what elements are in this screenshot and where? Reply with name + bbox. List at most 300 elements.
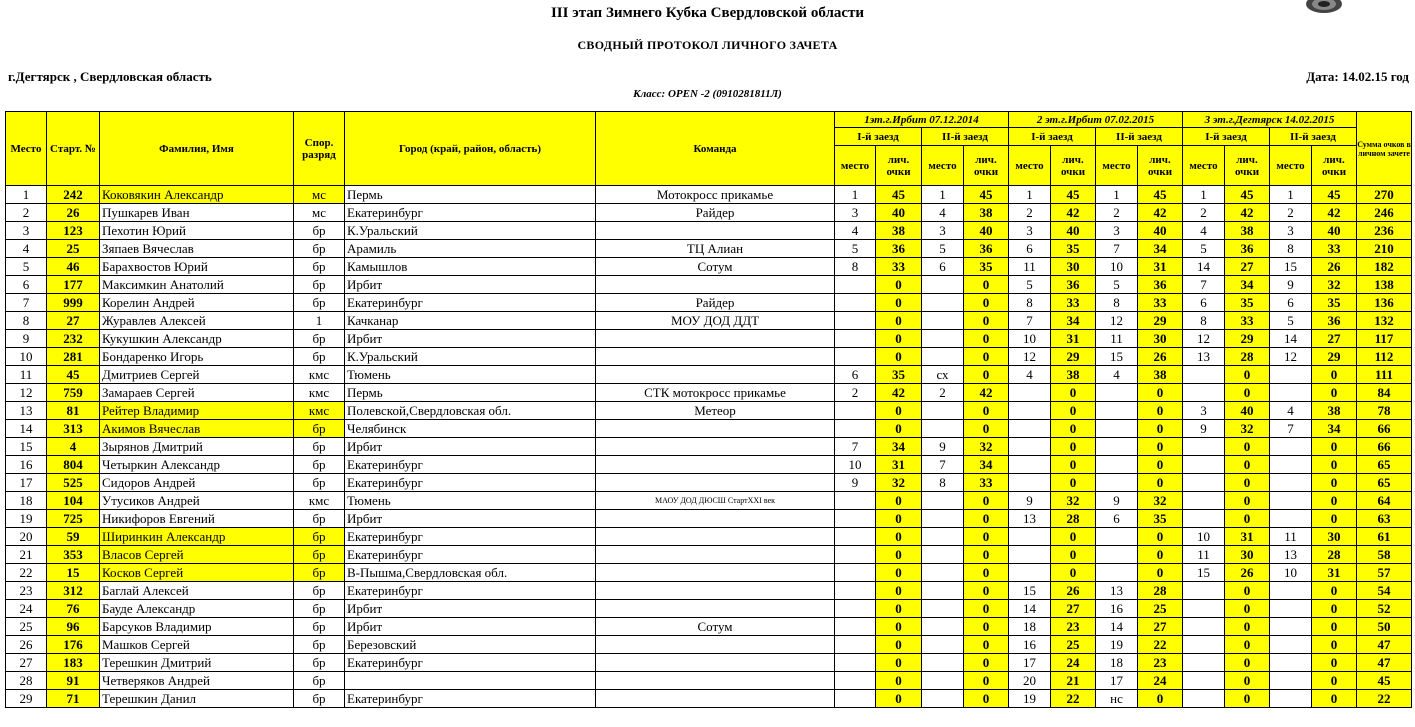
place-cell: 4 [6,240,47,258]
points-cell: 0 [876,420,922,438]
points-cell: 38 [1051,366,1096,384]
points-cell: 0 [964,294,1009,312]
points-cell: 33 [1225,312,1270,330]
points-cell: 0 [1225,582,1270,600]
event-location: г.Дегтярск , Свердловская область [8,69,212,84]
points-cell: 36 [1225,240,1270,258]
points-cell: 24 [1138,672,1183,690]
team-cell [596,348,835,366]
place-cell: 6 [6,276,47,294]
points-cell: 0 [1225,510,1270,528]
place-cell: 1 [6,186,47,204]
start-number-cell: 45 [47,366,100,384]
col-race2: II-й заезд [1096,128,1183,146]
points-cell: 0 [1225,618,1270,636]
results-table [5,111,1412,708]
points-cell: 0 [876,600,922,618]
city-cell: Екатеринбург [345,204,596,222]
points-cell: 42 [1225,204,1270,222]
place-cell: 15 [6,438,47,456]
position-cell: 1 [922,186,964,204]
position-cell: 9 [1096,492,1138,510]
points-cell: 40 [1312,222,1357,240]
position-cell [1270,654,1312,672]
col-race1: I-й заезд [1009,128,1096,146]
total-cell: 54 [1357,582,1412,600]
team-cell [596,222,835,240]
points-cell: 28 [1138,582,1183,600]
start-number-cell: 313 [47,420,100,438]
points-cell: 0 [876,348,922,366]
place-cell: 19 [6,510,47,528]
position-cell [1183,384,1225,402]
points-cell: 0 [1312,654,1357,672]
col-race2: II-й заезд [922,128,1009,146]
points-cell: 45 [1051,186,1096,204]
position-cell: 2 [835,384,876,402]
points-cell: 32 [1312,276,1357,294]
position-cell: 13 [1183,348,1225,366]
position-cell [1096,474,1138,492]
position-cell [1270,492,1312,510]
points-cell: 38 [964,204,1009,222]
rank-cell: бр [294,564,345,582]
name-cell: Терешкин Дмитрий [100,654,294,672]
position-cell: 6 [922,258,964,276]
points-cell: 31 [1312,564,1357,582]
points-cell: 0 [1051,438,1096,456]
points-cell: 45 [1138,186,1183,204]
city-cell: Ирбит [345,618,596,636]
total-cell: 45 [1357,672,1412,690]
points-cell: 0 [1051,402,1096,420]
points-cell: 0 [1312,492,1357,510]
start-number-cell: 25 [47,240,100,258]
position-cell: 5 [1096,276,1138,294]
points-cell: 0 [876,330,922,348]
rank-cell: бр [294,582,345,600]
city-cell: В-Пышма,Свердловская обл. [345,564,596,582]
position-cell: 7 [1270,420,1312,438]
points-cell: 40 [1225,402,1270,420]
points-cell: 32 [876,474,922,492]
points-cell: 32 [964,438,1009,456]
points-cell: 0 [1312,600,1357,618]
points-cell: 42 [1312,204,1357,222]
rank-cell: бр [294,330,345,348]
place-cell: 13 [6,402,47,420]
table-row [6,492,1412,510]
total-cell: 63 [1357,510,1412,528]
table-row [6,222,1412,240]
col-pos: место [835,146,876,186]
name-cell: Утусиков Андрей [100,492,294,510]
name-cell: Машков Сергей [100,636,294,654]
name-cell: Дмитриев Сергей [100,366,294,384]
position-cell [1009,564,1051,582]
start-number-cell: 183 [47,654,100,672]
start-number-cell: 46 [47,258,100,276]
position-cell [1096,456,1138,474]
position-cell [1096,384,1138,402]
position-cell: 11 [1009,258,1051,276]
points-cell: 0 [964,582,1009,600]
col-stage3: 3 эт.г.Дегтярск 14.02.2015 [1183,112,1357,128]
position-cell [922,312,964,330]
points-cell: 33 [964,474,1009,492]
points-cell: 29 [1312,348,1357,366]
name-cell: Зяпаев Вячеслав [100,240,294,258]
rank-cell: 1 [294,312,345,330]
name-cell: Пушкарев Иван [100,204,294,222]
position-cell [1096,564,1138,582]
position-cell [1009,438,1051,456]
points-cell: 0 [1138,528,1183,546]
total-cell: 117 [1357,330,1412,348]
rank-cell: бр [294,276,345,294]
position-cell [1009,402,1051,420]
start-number-cell: 104 [47,492,100,510]
rank-cell: бр [294,510,345,528]
table-row [6,276,1412,294]
position-cell: 8 [922,474,964,492]
col-total: Сумма очков в личном зачете [1357,112,1412,186]
team-cell: МАОУ ДОД ДЮСШ СтартXXI век [596,492,835,510]
team-cell [596,528,835,546]
position-cell: 11 [1096,330,1138,348]
city-cell: Екатеринбург [345,474,596,492]
position-cell: нс [1096,690,1138,708]
total-cell: 236 [1357,222,1412,240]
points-cell: 42 [1051,204,1096,222]
points-cell: 0 [1138,384,1183,402]
points-cell: 0 [876,492,922,510]
place-cell: 25 [6,618,47,636]
points-cell: 36 [1138,276,1183,294]
city-cell: Полевской,Свердловская обл. [345,402,596,420]
team-cell: Метеор [596,402,835,420]
position-cell: 3 [922,222,964,240]
table-row [6,510,1412,528]
place-cell: 2 [6,204,47,222]
points-cell: 0 [876,564,922,582]
position-cell [835,636,876,654]
rank-cell: кмс [294,384,345,402]
position-cell [1183,456,1225,474]
city-cell: Камышлов [345,258,596,276]
table-row [6,204,1412,222]
start-number-cell: 525 [47,474,100,492]
city-cell: Екатеринбург [345,546,596,564]
name-cell: Сидоров Андрей [100,474,294,492]
team-cell [596,366,835,384]
position-cell [922,294,964,312]
position-cell [1096,528,1138,546]
position-cell [1270,510,1312,528]
position-cell [1270,636,1312,654]
place-cell: 29 [6,690,47,708]
points-cell: 26 [1051,582,1096,600]
position-cell: 6 [835,366,876,384]
team-cell [596,690,835,708]
position-cell: 11 [1183,546,1225,564]
emblem-icon [1300,0,1348,14]
position-cell [1270,618,1312,636]
position-cell: 1 [1183,186,1225,204]
rank-cell: бр [294,600,345,618]
points-cell: 23 [1051,618,1096,636]
position-cell [922,600,964,618]
position-cell [1096,546,1138,564]
city-cell: Арамиль [345,240,596,258]
points-cell: 45 [1312,186,1357,204]
points-cell: 40 [1051,222,1096,240]
points-cell: 25 [1051,636,1096,654]
position-cell: 2 [1009,204,1051,222]
points-cell: 30 [1138,330,1183,348]
points-cell: 38 [1312,402,1357,420]
city-cell: Екатеринбург [345,528,596,546]
position-cell [922,618,964,636]
place-cell: 5 [6,258,47,276]
points-cell: 36 [1051,276,1096,294]
name-cell: Журавлев Алексей [100,312,294,330]
position-cell [835,546,876,564]
points-cell: 32 [1225,420,1270,438]
points-cell: 34 [964,456,1009,474]
points-cell: 0 [1138,402,1183,420]
points-cell: 0 [1312,456,1357,474]
points-cell: 35 [964,258,1009,276]
total-cell: 52 [1357,600,1412,618]
event-date: Дата: 14.02.15 год [1306,69,1409,84]
points-cell: 40 [1138,222,1183,240]
rank-cell: бр [294,546,345,564]
position-cell: 2 [1270,204,1312,222]
position-cell: 17 [1009,654,1051,672]
team-cell [596,564,835,582]
position-cell: 12 [1270,348,1312,366]
name-cell: Максимкин Анатолий [100,276,294,294]
team-cell [596,420,835,438]
position-cell: 7 [922,456,964,474]
rank-cell: бр [294,690,345,708]
position-cell: 13 [1270,546,1312,564]
start-number-cell: 15 [47,564,100,582]
city-cell: Екатеринбург [345,294,596,312]
points-cell: 0 [964,402,1009,420]
position-cell: 5 [835,240,876,258]
points-cell: 0 [876,636,922,654]
city-cell [345,672,596,690]
position-cell [1183,474,1225,492]
points-cell: 42 [1138,204,1183,222]
position-cell [1183,600,1225,618]
position-cell [835,510,876,528]
total-cell: 138 [1357,276,1412,294]
table-row [6,258,1412,276]
points-cell: 35 [1138,510,1183,528]
position-cell [835,600,876,618]
name-cell: Замараев Сергей [100,384,294,402]
total-cell: 112 [1357,348,1412,366]
team-cell: Сотум [596,618,835,636]
start-number-cell: 27 [47,312,100,330]
name-cell: Кукушкин Александр [100,330,294,348]
total-cell: 246 [1357,204,1412,222]
col-city: Город (край, район, область) [345,112,596,186]
table-body [6,186,1412,708]
team-cell: Райдер [596,204,835,222]
points-cell: 29 [1225,330,1270,348]
points-cell: 0 [1225,600,1270,618]
city-cell: Ирбит [345,510,596,528]
rank-cell: бр [294,222,345,240]
position-cell: 9 [1183,420,1225,438]
position-cell: 4 [1183,222,1225,240]
col-pos: место [1096,146,1138,186]
rank-cell: бр [294,474,345,492]
start-number-cell: 76 [47,600,100,618]
points-cell: 0 [1312,510,1357,528]
table-row [6,294,1412,312]
total-cell: 50 [1357,618,1412,636]
place-cell: 11 [6,366,47,384]
points-cell: 35 [876,366,922,384]
table-row [6,330,1412,348]
team-cell [596,654,835,672]
total-cell: 47 [1357,654,1412,672]
position-cell: 12 [1183,330,1225,348]
points-cell: 0 [1051,474,1096,492]
points-cell: 29 [1138,312,1183,330]
team-cell: Сотум [596,258,835,276]
points-cell: 0 [964,276,1009,294]
position-cell: 3 [1270,222,1312,240]
points-cell: 0 [1312,438,1357,456]
position-cell: 7 [1183,276,1225,294]
position-cell: 8 [1270,240,1312,258]
points-cell: 0 [964,330,1009,348]
points-cell: 0 [964,672,1009,690]
position-cell [1183,366,1225,384]
points-cell: 0 [1312,690,1357,708]
points-cell: 0 [1138,438,1183,456]
table-row [6,186,1412,204]
col-stage1: 1эт.г.Ирбит 07.12.2014 [835,112,1009,128]
position-cell: 9 [835,474,876,492]
position-cell [835,330,876,348]
team-cell [596,582,835,600]
name-cell: Бондаренко Игорь [100,348,294,366]
position-cell [1270,474,1312,492]
name-cell: Никифоров Евгений [100,510,294,528]
points-cell: 42 [964,384,1009,402]
team-cell [596,510,835,528]
city-cell: Березовский [345,636,596,654]
position-cell: 13 [1096,582,1138,600]
team-cell [596,636,835,654]
team-cell [596,474,835,492]
position-cell [1183,618,1225,636]
points-cell: 28 [1051,510,1096,528]
rank-cell: бр [294,420,345,438]
points-cell: 0 [1138,564,1183,582]
start-number-cell: 312 [47,582,100,600]
city-cell: Тюмень [345,492,596,510]
team-cell [596,330,835,348]
name-cell: Барахвостов Юрий [100,258,294,276]
position-cell [1183,672,1225,690]
position-cell [1009,546,1051,564]
position-cell [835,312,876,330]
position-cell: 5 [1270,312,1312,330]
points-cell: 36 [964,240,1009,258]
points-cell: 25 [1138,600,1183,618]
place-cell: 14 [6,420,47,438]
team-cell: МОУ ДОД ДДТ [596,312,835,330]
points-cell: 0 [1051,420,1096,438]
position-cell: 14 [1270,330,1312,348]
position-cell: 4 [922,204,964,222]
position-cell [922,564,964,582]
points-cell: 0 [1138,456,1183,474]
city-cell: К.Уральский [345,222,596,240]
position-cell: 6 [1009,240,1051,258]
points-cell: 31 [876,456,922,474]
points-cell: 0 [1225,384,1270,402]
table-row [6,312,1412,330]
position-cell [1270,672,1312,690]
position-cell [1096,420,1138,438]
rank-cell: бр [294,618,345,636]
position-cell: 8 [1183,312,1225,330]
points-cell: 45 [876,186,922,204]
points-cell: 0 [964,636,1009,654]
col-pts: лич. очки [1225,146,1270,186]
position-cell [922,330,964,348]
position-cell: 4 [1009,366,1051,384]
position-cell [835,420,876,438]
position-cell: 10 [835,456,876,474]
points-cell: 0 [1312,474,1357,492]
place-cell: 21 [6,546,47,564]
total-cell: 111 [1357,366,1412,384]
table-row [6,456,1412,474]
position-cell [1009,420,1051,438]
position-cell: 3 [1009,222,1051,240]
col-pts: лич. очки [1138,146,1183,186]
col-name: Фамилия, Имя [100,112,294,186]
rank-cell: кмс [294,402,345,420]
position-cell: 4 [1270,402,1312,420]
position-cell: 12 [1009,348,1051,366]
start-number-cell: 59 [47,528,100,546]
points-cell: 33 [1051,294,1096,312]
position-cell [835,672,876,690]
points-cell: 0 [964,618,1009,636]
position-cell: 11 [1270,528,1312,546]
start-number-cell: 353 [47,546,100,564]
position-cell [835,294,876,312]
points-cell: 33 [876,258,922,276]
table-row [6,690,1412,708]
position-cell [835,564,876,582]
points-cell: 34 [1051,312,1096,330]
position-cell: 5 [1009,276,1051,294]
position-cell: 2 [1096,204,1138,222]
points-cell: 0 [876,690,922,708]
